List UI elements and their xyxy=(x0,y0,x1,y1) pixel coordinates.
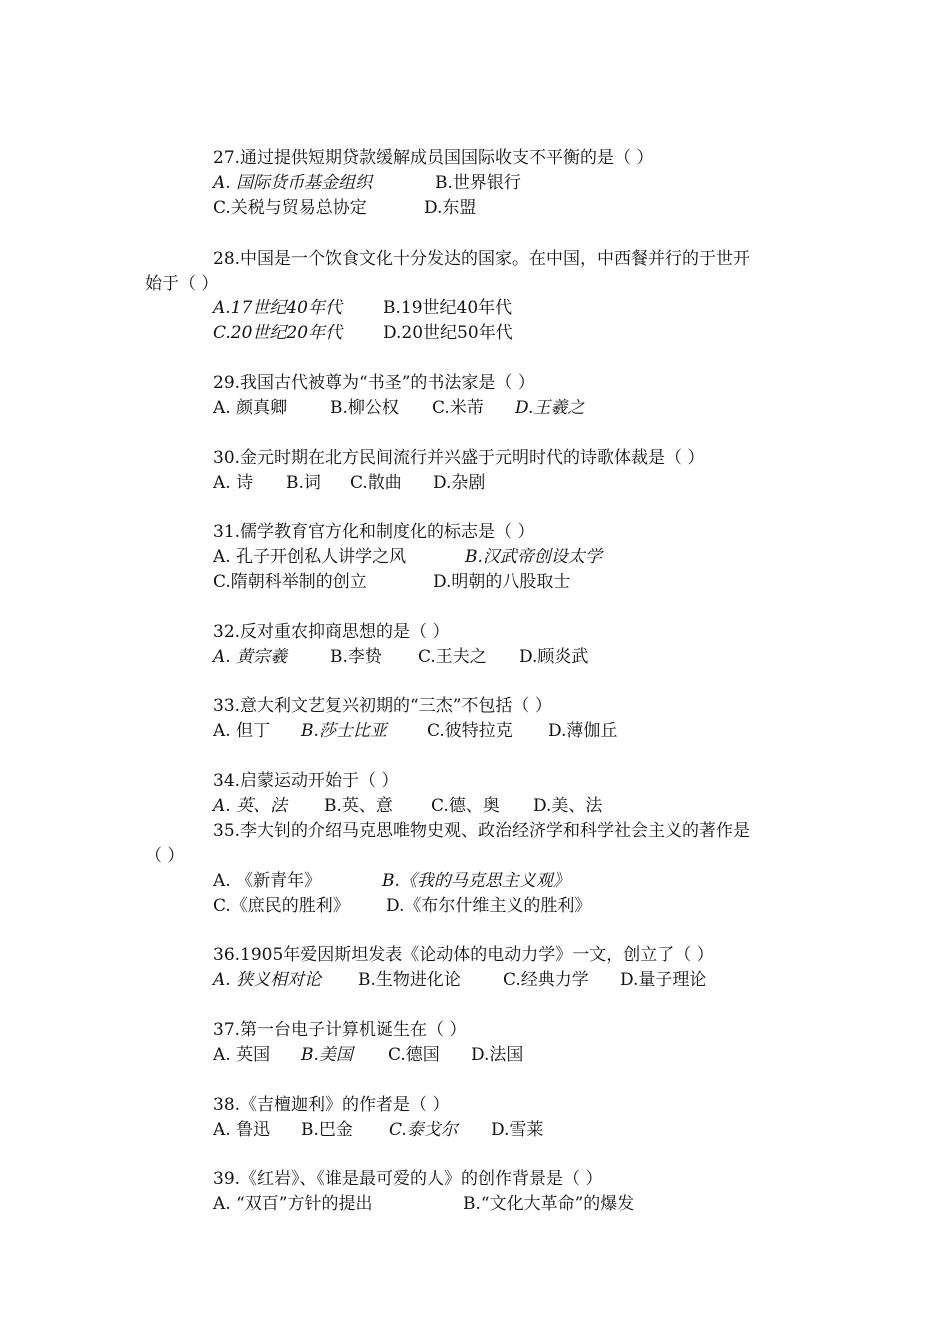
question-31-stem: 31.儒学教育官方化和制度化的标志是（ ） xyxy=(213,522,535,542)
question-37-option-c: C.德国 xyxy=(388,1045,440,1065)
question-36-option-a: A. 狭义相对论 xyxy=(213,970,322,990)
question-29-option-d: D.王羲之 xyxy=(515,398,585,418)
question-28-option-d: D.20世纪50年代 xyxy=(383,323,513,343)
question-27-option-a: A. 国际货币基金组织 xyxy=(213,173,373,193)
question-29-stem: 29.我国古代被尊为“书圣”的书法家是（ ） xyxy=(213,373,535,393)
question-38-option-a: A. 鲁迅 xyxy=(213,1120,271,1140)
question-31-option-b: B.汉武帝创设太学 xyxy=(465,547,602,567)
question-32-option-d: D.顾炎武 xyxy=(519,647,589,667)
question-27-option-c: C.关税与贸易总协定 xyxy=(213,198,367,218)
question-34-stem: 34.启蒙运动开始于（ ） xyxy=(213,771,399,791)
question-34-option-b: B.英、意 xyxy=(324,796,393,816)
question-37-stem: 37.第一台电子计算机诞生在（ ） xyxy=(213,1020,467,1040)
question-33-option-b: B.莎士比亚 xyxy=(301,721,387,741)
question-38-option-c: C.泰戈尔 xyxy=(389,1120,458,1140)
question-38-option-b: B.巴金 xyxy=(301,1120,353,1140)
question-32-option-c: C.王夫之 xyxy=(418,647,487,667)
question-29-option-a: A. 颜真卿 xyxy=(213,398,288,418)
question-36-option-c: C.经典力学 xyxy=(503,970,589,990)
question-35-option-c: C.《庶民的胜利》 xyxy=(213,896,350,916)
question-37-option-a: A. 英国 xyxy=(213,1045,271,1065)
question-34-option-a: A. 英、法 xyxy=(213,796,288,816)
question-27-stem: 27.通过提供短期贷款缓解成员国国际收支不平衡的是（ ） xyxy=(213,148,654,168)
question-36-option-d: D.量子理论 xyxy=(620,970,707,990)
question-35-stem: 35.李大钊的介绍马克思唯物史观、政治经济学和科学社会主义的著作是 xyxy=(213,821,751,841)
question-36-option-b: B.生物进化论 xyxy=(358,970,461,990)
question-34-option-c: C.德、奥 xyxy=(431,796,500,816)
question-27-option-b: B.世界银行 xyxy=(435,173,521,193)
question-35-stem-continued: （ ） xyxy=(145,846,185,866)
question-30-option-a: A. 诗 xyxy=(213,473,254,493)
question-30-option-b: B.词 xyxy=(286,473,321,493)
question-38-option-d: D.雪莱 xyxy=(491,1120,544,1140)
question-33-option-c: C.彼特拉克 xyxy=(427,721,513,741)
question-37-option-d: D.法国 xyxy=(471,1045,524,1065)
question-29-option-c: C.米芾 xyxy=(432,398,484,418)
question-39-stem: 39.《红岩》、《谁是最可爱的人》的创作背景是（ ） xyxy=(213,1169,603,1189)
question-30-option-d: D.杂剧 xyxy=(433,473,486,493)
question-33-stem: 33.意大利文艺复兴初期的“三杰”不包括（ ） xyxy=(213,696,552,716)
question-38-stem: 38.《吉檀迦利》的作者是（ ） xyxy=(213,1095,450,1115)
question-32-stem: 32.反对重农抑商思想的是（ ） xyxy=(213,622,450,642)
question-33-option-a: A. 但丁 xyxy=(213,721,271,741)
question-35-option-a: A. 《新青年》 xyxy=(213,871,322,891)
question-28-option-a: A.17世纪40年代 xyxy=(213,298,342,318)
question-28-option-c: C.20世纪20年代 xyxy=(213,323,343,343)
question-30-option-c: C.散曲 xyxy=(350,473,402,493)
question-28-option-b: B.19世纪40年代 xyxy=(383,298,513,318)
question-35-option-d: D.《布尔什维主义的胜利》 xyxy=(386,896,592,916)
question-39-option-a: A. “双百”方针的提出 xyxy=(213,1194,373,1214)
question-32-option-b: B.李贽 xyxy=(330,647,382,667)
question-35-option-b: B.《我的马克思主义观》 xyxy=(382,871,570,891)
question-31-option-c: C.隋朝科举制的创立 xyxy=(213,572,367,592)
question-39-option-b: B.“文化大革命”的爆发 xyxy=(463,1194,635,1214)
question-27-option-d: D.东盟 xyxy=(424,198,477,218)
question-31-option-a: A. 孔子开创私人讲学之风 xyxy=(213,547,407,567)
question-36-stem: 36.1905年爱因斯坦发表《论动体的电动力学》一文，创立了（ ） xyxy=(213,945,714,965)
question-34-option-d: D.美、法 xyxy=(533,796,603,816)
question-37-option-b: B.美国 xyxy=(301,1045,353,1065)
question-28-stem: 28.中国是一个饮食文化十分发达的国家。在中国，中西餐并行的于世开 xyxy=(213,249,751,269)
question-32-option-a: A. 黄宗羲 xyxy=(213,647,288,667)
question-33-option-d: D.薄伽丘 xyxy=(548,721,618,741)
question-31-option-d: D.明朝的八股取士 xyxy=(433,572,571,592)
question-29-option-b: B.柳公权 xyxy=(330,398,399,418)
question-30-stem: 30.金元时期在北方民间流行并兴盛于元明时代的诗歌体裁是（ ） xyxy=(213,448,705,468)
question-28-stem-continued: 始于（ ） xyxy=(145,274,219,294)
